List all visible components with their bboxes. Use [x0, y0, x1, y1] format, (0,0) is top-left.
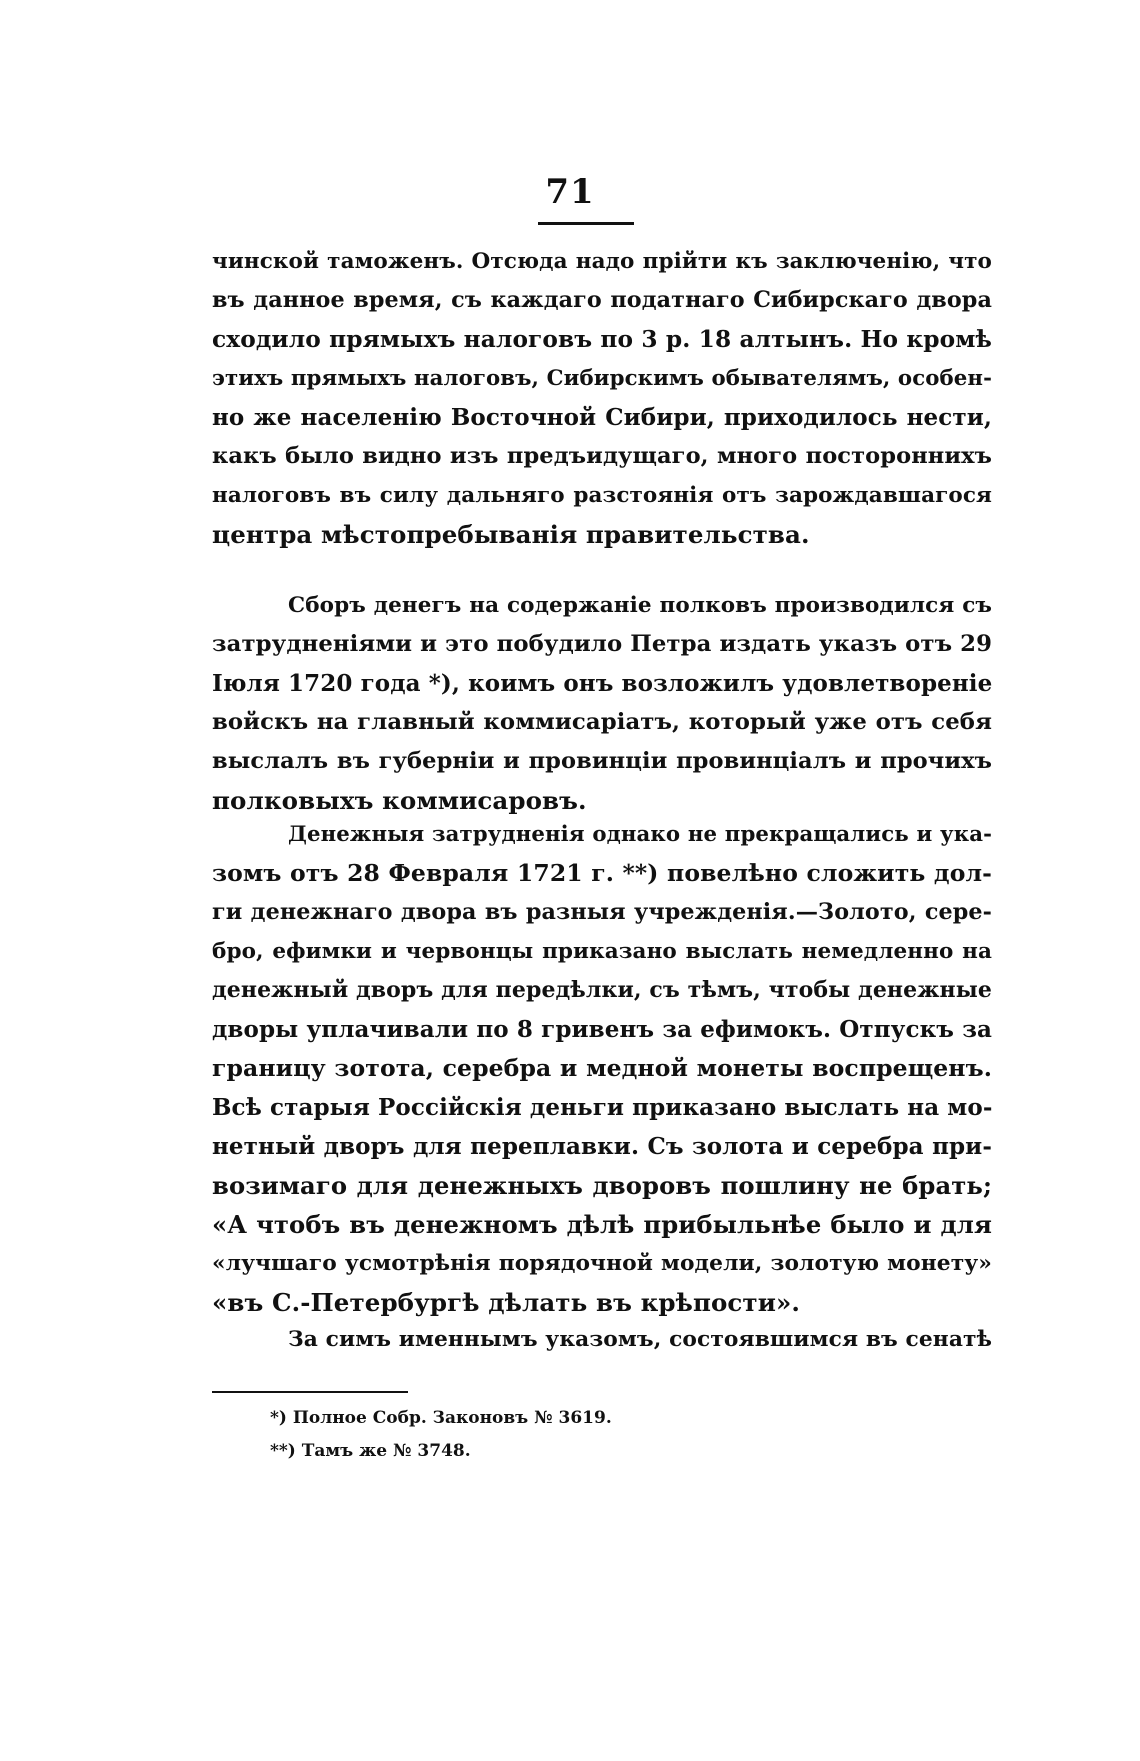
- text-line: сходило прямыхъ налоговъ по 3 р. 18 алтынъ. Но кромѣ: [212, 326, 992, 353]
- paragraph-3: [212, 815, 992, 1322]
- text-line: затрудненіями и это побудило Петра издать указъ отъ 29: [212, 631, 993, 657]
- text-line: нетный дворъ для переплавки. Съ золота и серебра при-: [212, 1133, 992, 1160]
- paragraph-1: [212, 242, 992, 554]
- text-line: центра мѣстопребыванія правительства.: [212, 520, 810, 549]
- text-line: «въ С.-Петербургѣ дѣлать въ крѣпости».: [212, 1288, 801, 1317]
- text-line: «лучшаго усмотрѣнія порядочной модели, золотую монету»: [212, 1251, 992, 1276]
- text-line: ги денежнаго двора въ разныя учрежденія.—Золото, сере-: [212, 899, 992, 925]
- text-line: зомъ отъ 28 Февраля 1721 г. **) повелѣно сложить дол-: [212, 859, 992, 887]
- text-line: этихъ прямыхъ налоговъ, Сибирскимъ обывателямъ, особен-: [212, 366, 992, 391]
- text-line: За симъ именнымъ указомъ, состоявшимся въ сенатѣ: [288, 1327, 992, 1352]
- text-line: выслалъ въ губерніи и провинціи провинціалъ и прочихъ: [212, 748, 992, 774]
- text-line: войскъ на главный коммисаріатъ, который уже отъ себя: [212, 709, 992, 735]
- footnote-rule: [212, 1391, 408, 1393]
- text-line: но же населенію Восточной Сибири, приходилось нести,: [212, 404, 992, 431]
- paragraph-2: [212, 586, 992, 820]
- text-line: какъ было видно изъ предъидущаго, много постороннихъ: [212, 443, 992, 469]
- page-number: 71: [545, 172, 595, 212]
- text-line: Сборъ денегъ на содержаніе полковъ производился съ: [288, 593, 992, 618]
- text-line: денежный дворъ для передѣлки, съ тѣмъ, чтобы денежные: [212, 977, 992, 1003]
- paragraph-4: [212, 1320, 992, 1359]
- text-line: полковыхъ коммисаровъ.: [212, 786, 587, 815]
- footnote-2: **) Тамъ же № 3748.: [270, 1441, 471, 1461]
- text-line: Іюля 1720 года *), коимъ онъ возложилъ удовлетвореніе: [212, 670, 993, 697]
- text-line: «А чтобъ въ денежномъ дѣлѣ прибыльнѣе было и для: [212, 1210, 992, 1239]
- text-line: границу зотота, серебра и медной монеты воспрещенъ.: [212, 1054, 992, 1082]
- text-line: Денежныя затрудненія однако не прекращались и ука-: [288, 822, 992, 847]
- text-line: возимаго для денежныхъ дворовъ пошлину не брать;: [212, 1171, 992, 1200]
- footnote-1: *) Полное Собр. Законовъ № 3619.: [270, 1408, 612, 1428]
- text-line: дворы уплачивали по 8 гривенъ за ефимокъ. Отпускъ за: [212, 1016, 992, 1043]
- footnotes: [270, 1402, 612, 1468]
- text-line: въ данное время, съ каждаго податнаго Сибирскаго двора: [212, 287, 992, 313]
- text-line: бро, ефимки и червонцы приказано выслать немедленно на: [212, 939, 992, 964]
- page-number-rule: [538, 222, 634, 225]
- text-line: Всѣ старыя Россійскія деньги приказано выслать на мо-: [212, 1094, 993, 1121]
- text-line: налоговъ въ силу дальняго разстоянія отъ зарождавшагося: [212, 483, 992, 508]
- text-line: чинской таможенъ. Отсюда надо прійти къ заключенію, что: [212, 249, 992, 274]
